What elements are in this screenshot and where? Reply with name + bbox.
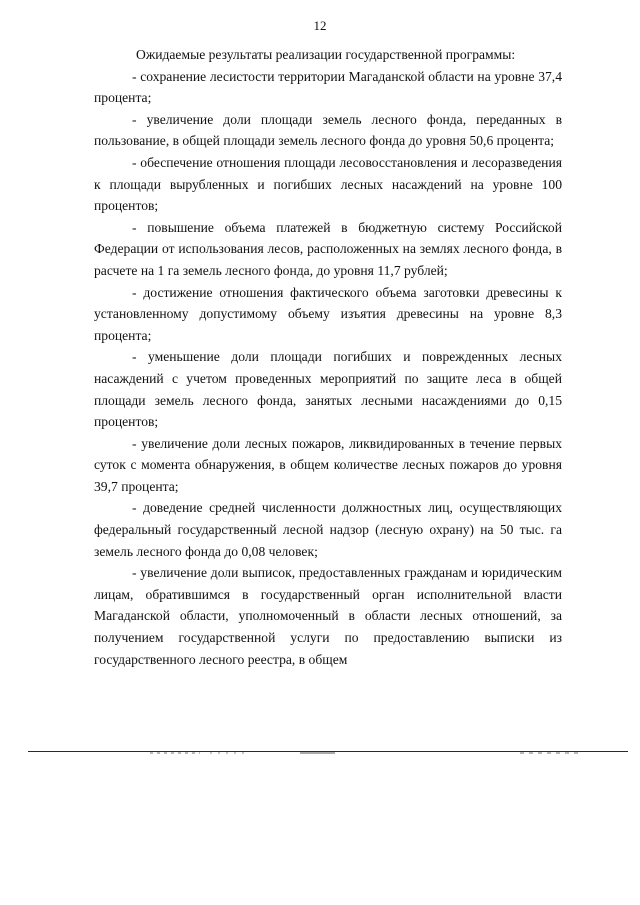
list-item: - сохранение лесистости территории Магаданской области на уровне 37,4 процента; (94, 68, 562, 106)
scan-artifacts (0, 746, 640, 756)
list-item: - уменьшение доли площади погибших и поврежденных лесных насаждений с учетом проведенных мероприятий по защите леса в общей площади земель лесного фонда, занятых лесными насаждениями до 0,15 процентов; (94, 349, 562, 430)
list-item: - достижение отношения фактического объема заготовки древесины к установленному допустимому объему изъятия древесины на уровне 8,3 процента; (94, 284, 562, 343)
list-item: - повышение объема платежей в бюджетную систему Российской Федерации от использования лесов, расположенных на землях лесного фонда, в расчете на 1 га земель лесного фонда, до уровня 11,7 рублей; (94, 219, 562, 278)
page-number: 12 (313, 18, 327, 33)
list-item: - увеличение доли лесных пожаров, ликвидированных в течение первых суток с момента обнаружения, в общем количестве лесных пожаров до уровня 39,7 процента; (94, 435, 562, 494)
document-body (94, 44, 562, 670)
list-item: - увеличение доли площади земель лесного фонда, переданных в пользование, в общей площади земель лесного фонда до уровня 50,6 процента; (94, 111, 562, 149)
list-item: - доведение средней численности должностных лиц, осуществляющих федеральный государственный лесной надзор (лесную охрану) на 50 тыс. га земель лесного фонда до 0,08 человек; (94, 500, 562, 559)
list-item: - увеличение доли выписок, предоставленных гражданам и юридическим лицам, обратившимся в государственный орган исполнительной власти Магаданской области, уполномоченный в области лесных отношений, за получением государственной услуги по предоставлению выписки из государственного лесного реестра, в общем (94, 565, 562, 667)
list-item: - обеспечение отношения площади лесовосстановления и лесоразведения к площади вырубленных и погибших лесных насаждений на уровне 100 процентов; (94, 154, 562, 214)
intro-paragraph: Ожидаемые результаты реализации государственной программы: (136, 47, 516, 62)
